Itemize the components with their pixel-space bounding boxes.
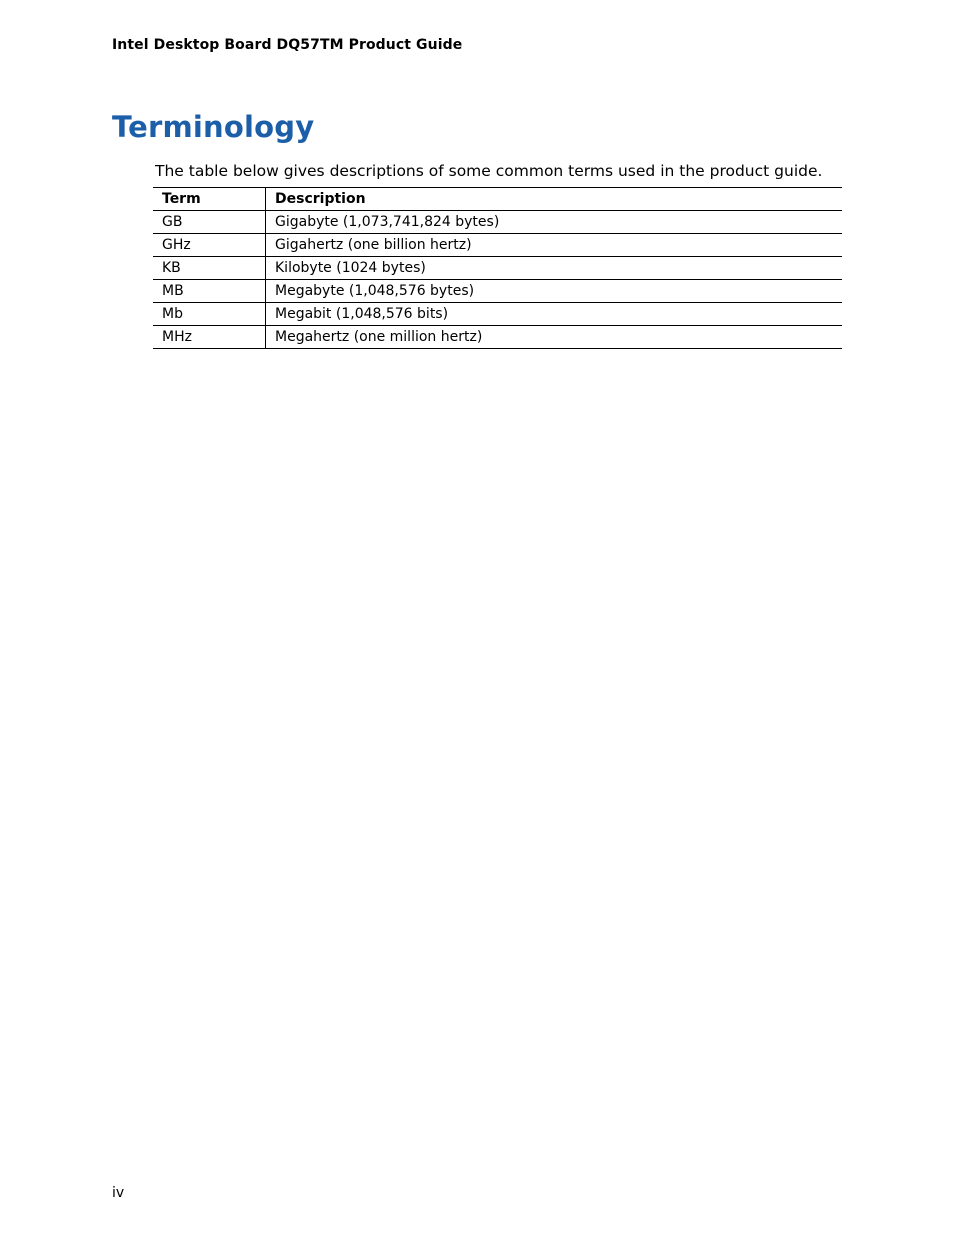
description-cell: Kilobyte (1024 bytes) [266,257,843,280]
running-header: Intel Desktop Board DQ57TM Product Guide [112,37,463,53]
column-header-description: Description [266,188,843,211]
table-row [153,257,842,280]
term-cell: GHz [153,234,266,257]
intro-paragraph: The table below gives descriptions of some common terms used in the product guide. [155,162,823,180]
term-cell: GB [153,211,266,234]
table-row [153,303,842,326]
term-cell: MHz [153,326,266,349]
page-title: Terminology [112,110,315,144]
description-cell: Megahertz (one million hertz) [266,326,843,349]
table-row [153,326,842,349]
description-cell: Gigabyte (1,073,741,824 bytes) [266,211,843,234]
table-row [153,280,842,303]
term-cell: Mb [153,303,266,326]
table-row [153,211,842,234]
column-header-term: Term [153,188,266,211]
page-number: iv [112,1185,125,1201]
description-cell: Gigahertz (one billion hertz) [266,234,843,257]
terminology-table [153,187,842,349]
table-row [153,234,842,257]
term-cell: KB [153,257,266,280]
description-cell: Megabyte (1,048,576 bytes) [266,280,843,303]
description-cell: Megabit (1,048,576 bits) [266,303,843,326]
table-header-row [153,188,842,211]
term-cell: MB [153,280,266,303]
